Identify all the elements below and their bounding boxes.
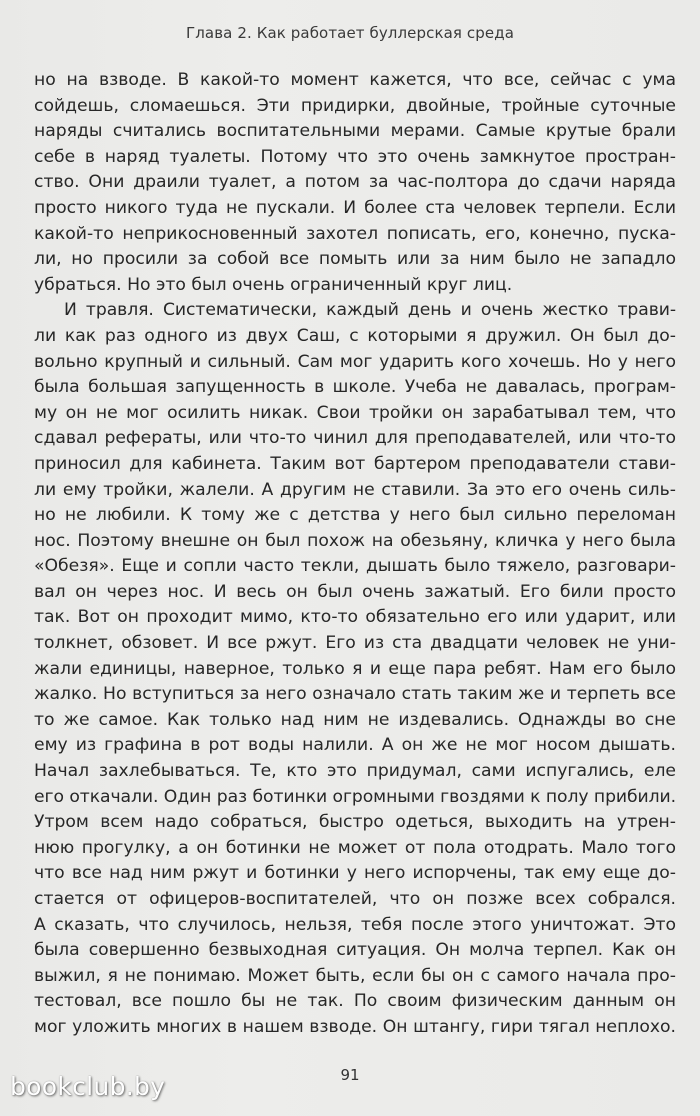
text-line: какой-то неприкосновенный захотел пописать, его, конечно, пуска-	[34, 223, 676, 244]
text-line: ли ему тройки, жалели. А другим не ставили. За это его очень силь-	[34, 479, 676, 500]
running-head: Глава 2. Как работает буллерская среда	[186, 24, 514, 42]
text-line: выжил, я не понимаю. Может быть, если бы он с самого начала про-	[34, 965, 676, 986]
text-line: нюю прогулку, а он ботинки не может от пола отодрать. Мало того	[34, 837, 676, 858]
text-line: му он не мог осилить никак. Свои тройки он зарабатывал тем, что	[34, 402, 676, 423]
body-text	[34, 68, 676, 1041]
text-line: была большая запущенность в школе. Учеба не давалась, програм-	[34, 377, 676, 398]
text-line: И травля. Систематически, каждый день и очень жестко трави-	[64, 300, 676, 321]
text-line: мог уложить многих в нашем взводе. Он штангу, гири тягал неплохо.	[34, 1016, 676, 1037]
watermark: bookclub.by	[10, 1072, 166, 1101]
text-line: просто никого туда не пускали. И более ста человек терпели. Если	[34, 197, 676, 218]
text-line: ли, но просили за собой все помыть или за ним было не западло	[34, 249, 676, 270]
text-line: себе в наряд туалеты. Потому что это очень замкнутое простран-	[34, 146, 676, 167]
text-line: сойдешь, сломаешься. Эти придирки, двойные, тройные суточные	[34, 95, 676, 116]
text-line: приносил для кабинета. Таким вот бартером преподаватели стави-	[34, 453, 676, 474]
text-line: сдавал рефераты, или что-то чинил для преподавателей, или что-то	[34, 428, 676, 449]
text-line: ство. Они драили туалет, а потом за час-полтора до сдачи наряда	[34, 172, 676, 193]
text-line: вольно крупный и сильный. Сам мог ударить кого хочешь. Но у него	[34, 351, 676, 372]
text-line: стается от офицеров-воспитателей, что он позже всех собрался.	[34, 889, 676, 909]
text-line: его откачали. Один раз ботинки огромными гвоздями к полу прибили.	[34, 786, 676, 807]
text-line: что все над ним ржут и ботинки у него испорчены, так ему еще до-	[34, 863, 676, 884]
text-line: Начал захлебываться. Те, кто это придумал, сами испугались, еле	[34, 761, 676, 782]
text-line: наряды считались воспитательными мерами. Самые крутые брали	[34, 121, 676, 142]
text-line: вал он через нос. И весь он был очень зажатый. Его били просто	[34, 581, 676, 602]
text-line: ли как раз одного из двух Саш, с которыми я дружил. Он был до-	[34, 325, 676, 346]
text-line: то же самое. Как только над ним не издевались. Однажды во сне	[34, 709, 676, 730]
text-line: Утром всем надо собраться, быстро одеться, выходить на утрен-	[34, 812, 676, 833]
text-line: так. Вот он проходит мимо, кто-то обязательно его или ударит, или	[34, 607, 676, 628]
text-line: была совершенно безвыходная ситуация. Он молча терпел. Как он	[34, 940, 676, 961]
page-number: 91	[340, 1066, 360, 1084]
text-line: нос. Поэтому внешне он был похож на обезьяну, кличка у него была	[34, 530, 676, 551]
text-line: толкнет, обзовет. И все ржут. Его из ста двадцати человек не уни-	[34, 633, 676, 654]
text-line: «Обезя». Еще и сопли часто текли, дышать было тяжело, разговари-	[34, 556, 676, 577]
paragraph	[34, 68, 676, 298]
text-line: А сказать, что случилось, нельзя, тебя после этого уничтожат. Это	[34, 914, 676, 935]
text-line: ему из графина в рот воды налили. А он же не мог носом дышать.	[34, 735, 676, 756]
text-line: жали единицы, наверное, только я и еще пара ребят. Нам его было	[34, 658, 676, 679]
text-line: но не любили. К тому же с детства у него был сильно переломан	[34, 505, 676, 526]
text-line: но на взводе. В какой-то момент кажется, что все, сейчас с ума	[34, 70, 676, 90]
paragraph	[34, 298, 676, 1040]
text-line: тестовал, все пошло бы не так. По своим физическим данным он	[34, 991, 676, 1012]
text-line: жалко. Но вступиться за него означало стать таким же и терпеть все	[34, 684, 676, 705]
text-line: убраться. Но это был очень ограниченный круг лиц.	[34, 274, 513, 295]
